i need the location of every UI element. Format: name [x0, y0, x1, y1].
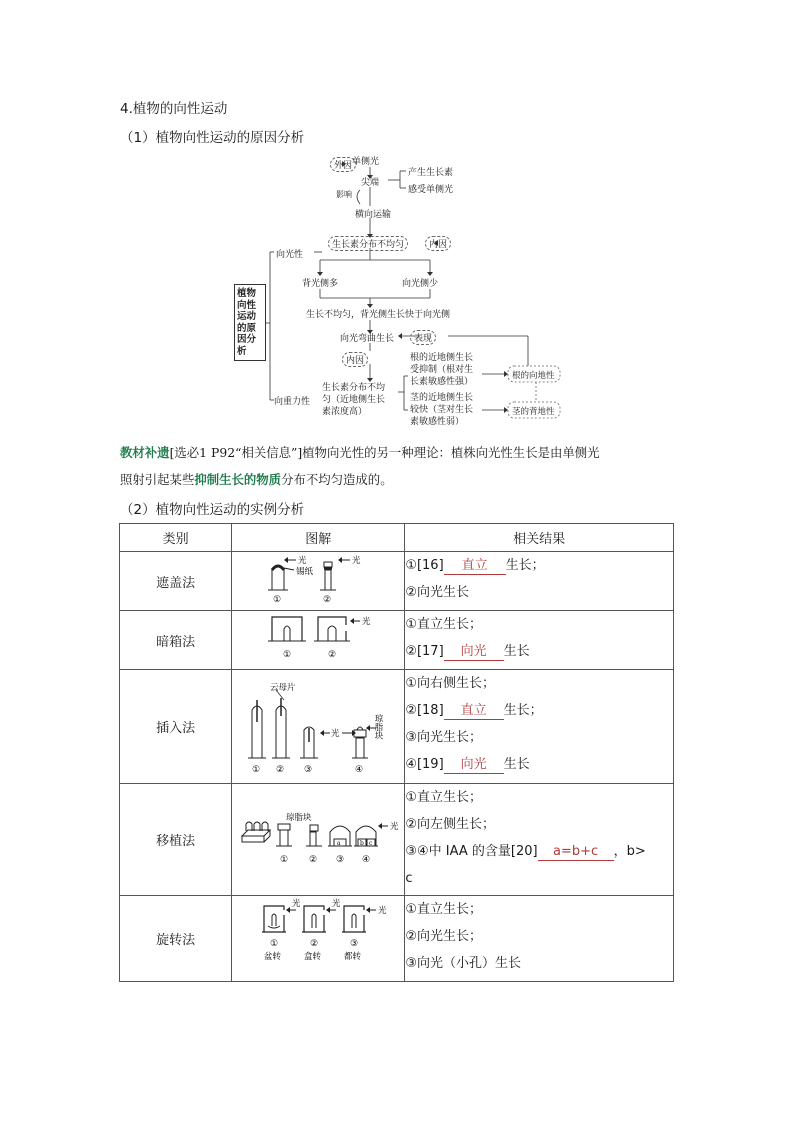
node-gravitropism: 向重力性 [274, 397, 311, 407]
result-line: ②向左侧生长； [405, 817, 495, 832]
result-line: ③向光（小孔）生长 [405, 956, 521, 971]
result-text: 生长 [503, 644, 530, 659]
result-line: ①直立生长； [405, 902, 482, 917]
figure-number: ③ [304, 765, 313, 775]
node-stem-near-ground [410, 392, 473, 428]
figure-number: ② [309, 855, 318, 865]
supplement-text: 照射引起某些 [120, 472, 195, 487]
light-label: 光 [332, 899, 341, 909]
figure-number: ② [276, 765, 285, 775]
text-line: 素浓度高） [322, 407, 368, 417]
supplement-line-1 [120, 443, 600, 463]
node-shade-side-more: 背光侧多 [302, 279, 339, 289]
text-line: 生长素分布不均 [322, 383, 386, 393]
header-diagram: 图解 [232, 524, 405, 552]
node-phototropism: 向光性 [276, 250, 304, 260]
agar-label: 琼脂块 [286, 813, 312, 823]
figure-number: ② [328, 650, 337, 660]
node-manifestation: 表现 [410, 330, 436, 345]
light-label: 光 [352, 556, 361, 566]
rotation-label: 都转 [344, 952, 362, 962]
node-sense-light: 感受单侧光 [408, 185, 454, 195]
text-line: 植物 [237, 288, 257, 299]
rotation-label: 盆转 [264, 952, 282, 962]
node-internal-cause: 内因 [425, 236, 451, 251]
diagram-cell [232, 611, 405, 670]
result-cell [405, 670, 674, 784]
diagram-side-label [234, 284, 266, 361]
figure-number: ① [273, 595, 282, 605]
result-line: c [405, 871, 413, 886]
foil-label: 锡纸 [296, 567, 314, 577]
table-row [120, 784, 674, 896]
figure-number: ① [280, 855, 289, 865]
result-text: 生长 [503, 757, 530, 772]
node-stem-negative-gravitropism: 茎的背地性 [512, 407, 555, 417]
light-label: 光 [362, 617, 371, 627]
text-line: 素敏感性弱） [410, 417, 465, 427]
light-label: 光 [390, 822, 399, 832]
figure-number: ② [323, 595, 332, 605]
node-produce-auxin: 产生生长素 [408, 168, 454, 178]
node-uneven-distribution: 生长素分布不均匀 [328, 236, 408, 251]
result-line [405, 552, 673, 579]
text-line: 的原 [237, 322, 257, 334]
text-line: 根的近地侧生长 [410, 353, 474, 363]
agar-block-b: b [360, 840, 365, 847]
text-line: 因分 [237, 334, 257, 345]
result-line: ②向光生长； [405, 929, 482, 944]
table-header-row [120, 524, 674, 552]
diagram-cell [232, 552, 405, 611]
node-bend-toward-light: 向光弯曲生长 [340, 334, 395, 344]
agar-block-c: c [369, 840, 373, 847]
figure-number: ① [283, 650, 292, 660]
figure-number: ④ [362, 855, 371, 865]
supplement-highlight: 抑制生长的物质 [194, 472, 282, 487]
rotation-method-figure [232, 896, 404, 977]
category-cell: 插入法 [120, 670, 232, 784]
category-cell: 移植法 [120, 784, 232, 896]
category-cell: 暗箱法 [120, 611, 232, 670]
result-cell [405, 896, 674, 982]
text-line: 向性 [237, 299, 257, 311]
supplement-text: [选必1 P92“相关信息”]植物向光性的另一种理论：植株向光性生长是由单侧光 [169, 445, 600, 460]
result-cell [405, 784, 674, 896]
result-line [405, 751, 673, 778]
diagram-cell [232, 896, 405, 982]
node-light-side-less: 向光侧少 [402, 279, 439, 289]
text-line: 较快（茎对生长 [410, 405, 474, 415]
category-cell: 遮盖法 [120, 552, 232, 611]
node-root-gravitropism: 根的向地性 [512, 371, 555, 381]
result-text: ，b> [613, 844, 646, 859]
light-label: 光 [298, 556, 307, 566]
text-line: 析 [237, 345, 247, 357]
result-line [405, 697, 673, 724]
answer-blank: 向光 [444, 756, 504, 774]
node-root-near-ground [410, 352, 473, 388]
figure-number: ③ [336, 855, 345, 865]
table-row [120, 896, 674, 982]
diagram-cell [232, 784, 405, 896]
table-row [120, 611, 674, 670]
section-title: 4.植物的向性运动 [120, 101, 228, 117]
node-tip: 尖端 [361, 178, 380, 188]
diagram-lines [230, 148, 570, 430]
subsection-title-examples: （2）植物向性运动的实例分析 [120, 502, 305, 518]
light-label: 光 [292, 899, 301, 909]
light-label: 光 [378, 906, 387, 916]
result-line: ①直立生长； [405, 617, 482, 632]
dark-box-method-figure [232, 611, 404, 665]
text-line: 长素敏感性强） [410, 377, 474, 387]
node-internal-cause-2: 内因 [342, 352, 368, 367]
result-line: ①直立生长； [405, 790, 482, 805]
node-single-light: 单侧光 [352, 157, 380, 167]
result-text: ③④中 IAA 的含量[20] [405, 844, 538, 859]
examples-table [119, 523, 674, 982]
result-text: ④[19] [405, 757, 444, 772]
header-category: 类别 [120, 524, 232, 552]
covering-method-figure [232, 552, 404, 606]
figure-number: ② [310, 939, 319, 949]
text-line: 匀（近地侧生长 [322, 395, 386, 405]
category-cell: 旋转法 [120, 896, 232, 982]
result-line: ③向光生长； [405, 730, 482, 745]
text-line: 运动 [237, 311, 257, 322]
light-label: 光 [331, 729, 340, 739]
diagram-cell [232, 670, 405, 784]
table-row [120, 552, 674, 611]
result-text: 生长； [503, 703, 543, 718]
result-text: 生长； [505, 558, 545, 573]
result-cell [405, 552, 674, 611]
supplement-tag: 教材补遗 [120, 445, 170, 460]
table-row [120, 670, 674, 784]
answer-blank: 直立 [444, 702, 504, 720]
answer-blank: 向光 [444, 643, 504, 661]
node-influence: 影响 [336, 190, 352, 199]
subsection-title-cause: （1）植物向性运动的原因分析 [120, 130, 305, 146]
supplement-text: 分布不均匀造成的。 [281, 472, 393, 487]
result-line: ②向光生长 [405, 585, 469, 600]
rotation-label: 盒转 [304, 952, 322, 962]
node-lateral-transport: 横向运输 [355, 210, 392, 220]
node-uneven-growth: 生长不均匀，背光侧生长快于向光侧 [306, 310, 451, 320]
node-uneven-distribution-gravity [322, 382, 385, 418]
figure-number: ③ [350, 939, 359, 949]
insertion-method-figure [232, 670, 404, 779]
supplement-line-2 [120, 470, 393, 490]
result-line: ①向右侧生长； [405, 676, 495, 691]
result-line [405, 638, 673, 665]
cause-diagram [230, 148, 570, 430]
answer-blank: a=b+c [538, 843, 614, 861]
agar-label: 琼脂块 [373, 714, 384, 740]
result-line [405, 838, 673, 865]
figure-number: ① [252, 765, 261, 775]
figure-number: ① [270, 939, 279, 949]
text-line: 茎的近地侧生长 [410, 393, 474, 403]
result-text: ②[18] [405, 703, 444, 718]
result-text: ①[16] [405, 558, 444, 573]
answer-blank: 直立 [444, 557, 506, 575]
agar-block-a: a [337, 840, 341, 847]
node-external-cause: 外因 [330, 157, 356, 172]
result-cell [405, 611, 674, 670]
result-text: ②[17] [405, 644, 444, 659]
figure-number: ④ [355, 765, 364, 775]
header-result: 相关结果 [405, 524, 674, 552]
mica-label: 云母片 [270, 683, 296, 693]
text-line: 受抑制（根对生 [410, 365, 474, 375]
transplant-method-figure [232, 784, 404, 891]
